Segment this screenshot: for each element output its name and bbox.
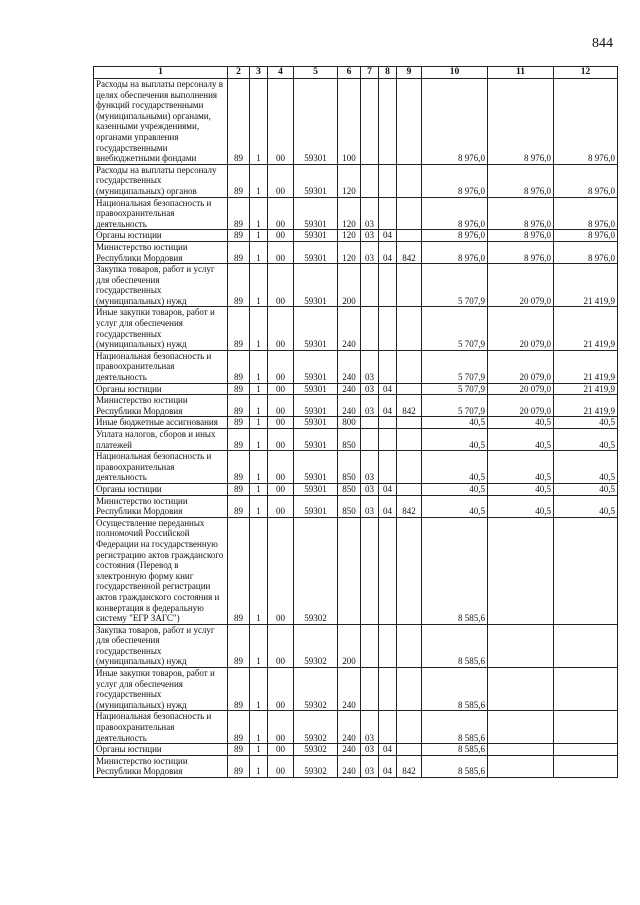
cell-section (361, 307, 379, 350)
column-header: 1 (94, 67, 228, 79)
cell-admin-code: 89 (228, 264, 250, 307)
cell-expense-type: 850 (338, 451, 361, 484)
row-name: Министерство юстиции Республики Мордовия (94, 495, 228, 517)
cell-admin-code: 89 (228, 744, 250, 756)
cell-expense-type: 850 (338, 429, 361, 451)
cell-subsection (379, 350, 397, 383)
table-row (94, 744, 618, 756)
cell-expense-type: 120 (338, 197, 361, 230)
cell-subsection: 04 (379, 395, 397, 417)
cell-section (361, 668, 379, 711)
cell-program: 1 (250, 429, 268, 451)
cell-subsection: 04 (379, 483, 397, 495)
cell-amount-year-3 (554, 624, 618, 667)
cell-amount-year-1: 40,5 (422, 483, 488, 495)
table-row (94, 517, 618, 624)
cell-program: 1 (250, 495, 268, 517)
column-header: 9 (397, 67, 422, 79)
cell-program: 1 (250, 350, 268, 383)
cell-ministry-code (397, 350, 422, 383)
cell-ministry-code (397, 483, 422, 495)
cell-program: 1 (250, 383, 268, 395)
table-row (94, 451, 618, 484)
cell-ministry-code (397, 744, 422, 756)
cell-expense-type: 200 (338, 264, 361, 307)
column-header: 3 (250, 67, 268, 79)
cell-ministry-code (397, 197, 422, 230)
cell-direction: 59301 (294, 350, 338, 383)
cell-program: 1 (250, 264, 268, 307)
cell-program: 1 (250, 417, 268, 429)
cell-subprogram: 00 (268, 668, 294, 711)
table-row (94, 79, 618, 165)
cell-admin-code: 89 (228, 241, 250, 263)
table-row (94, 350, 618, 383)
table-row (94, 417, 618, 429)
cell-section: 03 (361, 395, 379, 417)
cell-program: 1 (250, 307, 268, 350)
cell-amount-year-2: 40,5 (488, 451, 554, 484)
cell-subprogram: 00 (268, 711, 294, 744)
row-name: Иные закупки товаров, работ и услуг для обеспечения государственных (муниципальных) нужд (94, 307, 228, 350)
row-name: Расходы на выплаты персоналу в целях обеспечения выполнения функций государственными (муниципальными) органами, казенными учреждениями, органами управления государственными внебюджетными фондами (94, 79, 228, 165)
cell-direction: 59301 (294, 197, 338, 230)
cell-amount-year-1: 5 707,9 (422, 350, 488, 383)
cell-direction: 59301 (294, 395, 338, 417)
cell-amount-year-1: 40,5 (422, 429, 488, 451)
cell-amount-year-1: 8 585,6 (422, 624, 488, 667)
column-header: 6 (338, 67, 361, 79)
column-header: 12 (554, 67, 618, 79)
cell-amount-year-3: 8 976,0 (554, 197, 618, 230)
row-name: Министерство юстиции Республики Мордовия (94, 241, 228, 263)
cell-program: 1 (250, 744, 268, 756)
cell-amount-year-2 (488, 668, 554, 711)
column-header: 8 (379, 67, 397, 79)
cell-subsection (379, 264, 397, 307)
cell-amount-year-3: 8 976,0 (554, 241, 618, 263)
cell-amount-year-2 (488, 517, 554, 624)
cell-ministry-code: 842 (397, 241, 422, 263)
cell-admin-code: 89 (228, 495, 250, 517)
table-row (94, 197, 618, 230)
cell-program: 1 (250, 711, 268, 744)
row-name: Национальная безопасность и правоохранительная деятельность (94, 197, 228, 230)
cell-amount-year-2: 20 079,0 (488, 307, 554, 350)
table-row (94, 307, 618, 350)
cell-section (361, 264, 379, 307)
cell-section: 03 (361, 197, 379, 230)
cell-section: 03 (361, 383, 379, 395)
cell-section (361, 429, 379, 451)
cell-ministry-code (397, 79, 422, 165)
row-name: Органы юстиции (94, 744, 228, 756)
cell-expense-type: 240 (338, 350, 361, 383)
cell-amount-year-1: 5 707,9 (422, 307, 488, 350)
cell-subprogram: 00 (268, 517, 294, 624)
cell-program: 1 (250, 517, 268, 624)
cell-subsection: 04 (379, 383, 397, 395)
table-row (94, 241, 618, 263)
cell-amount-year-2 (488, 711, 554, 744)
cell-subprogram: 00 (268, 164, 294, 197)
cell-amount-year-1: 40,5 (422, 451, 488, 484)
row-name: Закупка товаров, работ и услуг для обеспечения государственных (муниципальных) нужд (94, 624, 228, 667)
cell-amount-year-2: 20 079,0 (488, 350, 554, 383)
cell-amount-year-3: 21 419,9 (554, 307, 618, 350)
cell-direction: 59301 (294, 230, 338, 242)
cell-amount-year-2: 8 976,0 (488, 197, 554, 230)
row-name: Органы юстиции (94, 383, 228, 395)
cell-ministry-code (397, 383, 422, 395)
budget-table (93, 66, 618, 778)
row-name: Иные бюджетные ассигнования (94, 417, 228, 429)
cell-expense-type: 240 (338, 395, 361, 417)
cell-subsection (379, 429, 397, 451)
cell-amount-year-3 (554, 668, 618, 711)
row-name: Органы юстиции (94, 230, 228, 242)
cell-amount-year-3: 21 419,9 (554, 383, 618, 395)
cell-amount-year-3: 8 976,0 (554, 79, 618, 165)
cell-admin-code: 89 (228, 517, 250, 624)
cell-subsection: 04 (379, 744, 397, 756)
cell-program: 1 (250, 164, 268, 197)
cell-direction: 59302 (294, 668, 338, 711)
cell-admin-code: 89 (228, 230, 250, 242)
cell-expense-type: 200 (338, 624, 361, 667)
column-header: 2 (228, 67, 250, 79)
cell-admin-code: 89 (228, 429, 250, 451)
cell-subsection (379, 451, 397, 484)
cell-amount-year-2: 8 976,0 (488, 79, 554, 165)
cell-amount-year-3: 40,5 (554, 451, 618, 484)
cell-subsection (379, 307, 397, 350)
cell-direction: 59302 (294, 744, 338, 756)
table-row (94, 230, 618, 242)
cell-program: 1 (250, 241, 268, 263)
cell-ministry-code (397, 230, 422, 242)
cell-amount-year-2: 8 976,0 (488, 164, 554, 197)
cell-subprogram: 00 (268, 429, 294, 451)
cell-admin-code: 89 (228, 197, 250, 230)
cell-subprogram: 00 (268, 451, 294, 484)
cell-ministry-code: 842 (397, 755, 422, 777)
cell-amount-year-1: 8 585,6 (422, 744, 488, 756)
cell-amount-year-1: 8 585,6 (422, 755, 488, 777)
cell-section: 03 (361, 744, 379, 756)
cell-expense-type: 240 (338, 711, 361, 744)
cell-admin-code: 89 (228, 383, 250, 395)
cell-program: 1 (250, 79, 268, 165)
cell-section: 03 (361, 755, 379, 777)
cell-amount-year-2: 40,5 (488, 417, 554, 429)
table-row (94, 383, 618, 395)
cell-ministry-code (397, 624, 422, 667)
table-row (94, 495, 618, 517)
cell-admin-code: 89 (228, 307, 250, 350)
cell-subsection (379, 417, 397, 429)
cell-subsection: 04 (379, 230, 397, 242)
cell-direction: 59301 (294, 383, 338, 395)
cell-amount-year-2: 8 976,0 (488, 230, 554, 242)
table-row (94, 264, 618, 307)
cell-ministry-code (397, 517, 422, 624)
cell-ministry-code: 842 (397, 395, 422, 417)
row-name: Министерство юстиции Республики Мордовия (94, 755, 228, 777)
cell-admin-code: 89 (228, 395, 250, 417)
cell-admin-code: 89 (228, 451, 250, 484)
cell-direction: 59301 (294, 483, 338, 495)
cell-amount-year-3: 40,5 (554, 417, 618, 429)
cell-subprogram: 00 (268, 230, 294, 242)
cell-subprogram: 00 (268, 417, 294, 429)
cell-subprogram: 00 (268, 350, 294, 383)
cell-subsection: 04 (379, 755, 397, 777)
cell-section: 03 (361, 451, 379, 484)
cell-expense-type: 240 (338, 307, 361, 350)
cell-program: 1 (250, 451, 268, 484)
cell-section (361, 624, 379, 667)
cell-section: 03 (361, 230, 379, 242)
row-name: Органы юстиции (94, 483, 228, 495)
cell-expense-type: 800 (338, 417, 361, 429)
cell-amount-year-1: 8 585,6 (422, 711, 488, 744)
cell-subsection (379, 79, 397, 165)
cell-subprogram: 00 (268, 744, 294, 756)
row-name: Национальная безопасность и правоохранительная деятельность (94, 350, 228, 383)
cell-amount-year-1: 40,5 (422, 495, 488, 517)
cell-program: 1 (250, 668, 268, 711)
cell-amount-year-3: 40,5 (554, 429, 618, 451)
cell-program: 1 (250, 755, 268, 777)
cell-subprogram: 00 (268, 395, 294, 417)
cell-direction: 59302 (294, 711, 338, 744)
cell-subsection: 04 (379, 241, 397, 263)
cell-direction: 59302 (294, 755, 338, 777)
cell-amount-year-3: 21 419,9 (554, 264, 618, 307)
cell-subprogram: 00 (268, 197, 294, 230)
cell-amount-year-2: 40,5 (488, 429, 554, 451)
cell-amount-year-1: 5 707,9 (422, 395, 488, 417)
cell-expense-type: 240 (338, 755, 361, 777)
cell-subsection (379, 711, 397, 744)
cell-admin-code: 89 (228, 79, 250, 165)
column-header: 4 (268, 67, 294, 79)
table-row (94, 668, 618, 711)
cell-section: 03 (361, 711, 379, 744)
cell-subsection (379, 517, 397, 624)
cell-ministry-code (397, 429, 422, 451)
cell-ministry-code (397, 307, 422, 350)
cell-subsection: 04 (379, 495, 397, 517)
cell-expense-type: 120 (338, 241, 361, 263)
cell-direction: 59301 (294, 307, 338, 350)
cell-amount-year-1: 40,5 (422, 417, 488, 429)
cell-subsection (379, 668, 397, 711)
column-header: 7 (361, 67, 379, 79)
cell-direction: 59301 (294, 164, 338, 197)
cell-program: 1 (250, 230, 268, 242)
cell-amount-year-3: 21 419,9 (554, 395, 618, 417)
cell-direction: 59302 (294, 624, 338, 667)
cell-amount-year-1: 8 585,6 (422, 668, 488, 711)
row-name: Национальная безопасность и правоохранительная деятельность (94, 451, 228, 484)
cell-amount-year-2: 40,5 (488, 483, 554, 495)
cell-amount-year-3: 40,5 (554, 495, 618, 517)
table-row (94, 755, 618, 777)
cell-subprogram: 00 (268, 264, 294, 307)
cell-amount-year-3 (554, 744, 618, 756)
cell-ministry-code (397, 264, 422, 307)
cell-subprogram: 00 (268, 307, 294, 350)
cell-subsection (379, 164, 397, 197)
column-header: 10 (422, 67, 488, 79)
row-name: Расходы на выплаты персоналу государственных (муниципальных) органов (94, 164, 228, 197)
cell-expense-type: 240 (338, 744, 361, 756)
cell-subprogram: 00 (268, 483, 294, 495)
cell-ministry-code: 842 (397, 495, 422, 517)
cell-amount-year-1: 8 976,0 (422, 164, 488, 197)
cell-amount-year-2: 40,5 (488, 495, 554, 517)
cell-amount-year-2: 20 079,0 (488, 264, 554, 307)
cell-amount-year-1: 8 976,0 (422, 79, 488, 165)
cell-section (361, 79, 379, 165)
cell-amount-year-1: 5 707,9 (422, 264, 488, 307)
row-name: Национальная безопасность и правоохранительная деятельность (94, 711, 228, 744)
cell-subprogram: 00 (268, 495, 294, 517)
cell-program: 1 (250, 483, 268, 495)
cell-subprogram: 00 (268, 241, 294, 263)
cell-section: 03 (361, 495, 379, 517)
row-name: Уплата налогов, сборов и иных платежей (94, 429, 228, 451)
cell-admin-code: 89 (228, 164, 250, 197)
cell-admin-code: 89 (228, 417, 250, 429)
page-number: 844 (592, 36, 613, 51)
cell-subprogram: 00 (268, 79, 294, 165)
cell-direction: 59301 (294, 79, 338, 165)
cell-direction: 59301 (294, 264, 338, 307)
cell-program: 1 (250, 624, 268, 667)
row-name: Закупка товаров, работ и услуг для обеспечения государственных (муниципальных) нужд (94, 264, 228, 307)
cell-amount-year-1: 5 707,9 (422, 383, 488, 395)
cell-amount-year-3 (554, 711, 618, 744)
table-row (94, 624, 618, 667)
cell-amount-year-2: 20 079,0 (488, 383, 554, 395)
cell-direction: 59301 (294, 241, 338, 263)
cell-expense-type: 100 (338, 79, 361, 165)
cell-amount-year-1: 8 585,6 (422, 517, 488, 624)
cell-amount-year-3 (554, 755, 618, 777)
cell-amount-year-2 (488, 744, 554, 756)
cell-subprogram: 00 (268, 383, 294, 395)
cell-amount-year-2: 8 976,0 (488, 241, 554, 263)
cell-amount-year-2 (488, 755, 554, 777)
cell-expense-type: 850 (338, 483, 361, 495)
cell-program: 1 (250, 197, 268, 230)
cell-admin-code: 89 (228, 711, 250, 744)
cell-admin-code: 89 (228, 755, 250, 777)
table-row (94, 711, 618, 744)
cell-amount-year-1: 8 976,0 (422, 241, 488, 263)
cell-amount-year-1: 8 976,0 (422, 197, 488, 230)
cell-amount-year-2: 20 079,0 (488, 395, 554, 417)
cell-ministry-code (397, 711, 422, 744)
cell-expense-type (338, 517, 361, 624)
cell-expense-type: 240 (338, 668, 361, 711)
cell-section (361, 164, 379, 197)
cell-admin-code: 89 (228, 624, 250, 667)
cell-subprogram: 00 (268, 755, 294, 777)
cell-section: 03 (361, 483, 379, 495)
row-name: Иные закупки товаров, работ и услуг для обеспечения государственных (муниципальных) нужд (94, 668, 228, 711)
cell-amount-year-3 (554, 517, 618, 624)
column-header: 5 (294, 67, 338, 79)
cell-ministry-code (397, 164, 422, 197)
cell-amount-year-2 (488, 624, 554, 667)
cell-admin-code: 89 (228, 483, 250, 495)
table-row (94, 429, 618, 451)
cell-direction: 59301 (294, 495, 338, 517)
cell-ministry-code (397, 417, 422, 429)
table-row (94, 483, 618, 495)
cell-amount-year-1: 8 976,0 (422, 230, 488, 242)
cell-expense-type: 120 (338, 164, 361, 197)
cell-section: 03 (361, 241, 379, 263)
cell-section (361, 517, 379, 624)
cell-direction: 59301 (294, 451, 338, 484)
table-row (94, 164, 618, 197)
cell-expense-type: 120 (338, 230, 361, 242)
cell-amount-year-3: 8 976,0 (554, 230, 618, 242)
table-header-row (94, 67, 618, 79)
cell-expense-type: 850 (338, 495, 361, 517)
cell-section (361, 417, 379, 429)
cell-section: 03 (361, 350, 379, 383)
row-name: Министерство юстиции Республики Мордовия (94, 395, 228, 417)
cell-direction: 59301 (294, 417, 338, 429)
cell-direction: 59301 (294, 429, 338, 451)
cell-amount-year-3: 8 976,0 (554, 164, 618, 197)
table-row (94, 395, 618, 417)
cell-admin-code: 89 (228, 668, 250, 711)
cell-amount-year-3: 21 419,9 (554, 350, 618, 383)
cell-ministry-code (397, 668, 422, 711)
cell-subsection (379, 197, 397, 230)
cell-expense-type: 240 (338, 383, 361, 395)
cell-subsection (379, 624, 397, 667)
cell-admin-code: 89 (228, 350, 250, 383)
row-name: Осуществление переданных полномочий Российской Федерации на государственную регистрацию актов гражданского состояния (Перевод в электронную форму книг государственной регистрации актов гражданского состояния и конвертация в федеральную систему "ЕГР ЗАГС") (94, 517, 228, 624)
cell-program: 1 (250, 395, 268, 417)
cell-subprogram: 00 (268, 624, 294, 667)
cell-ministry-code (397, 451, 422, 484)
cell-amount-year-3: 40,5 (554, 483, 618, 495)
cell-direction: 59302 (294, 517, 338, 624)
column-header: 11 (488, 67, 554, 79)
